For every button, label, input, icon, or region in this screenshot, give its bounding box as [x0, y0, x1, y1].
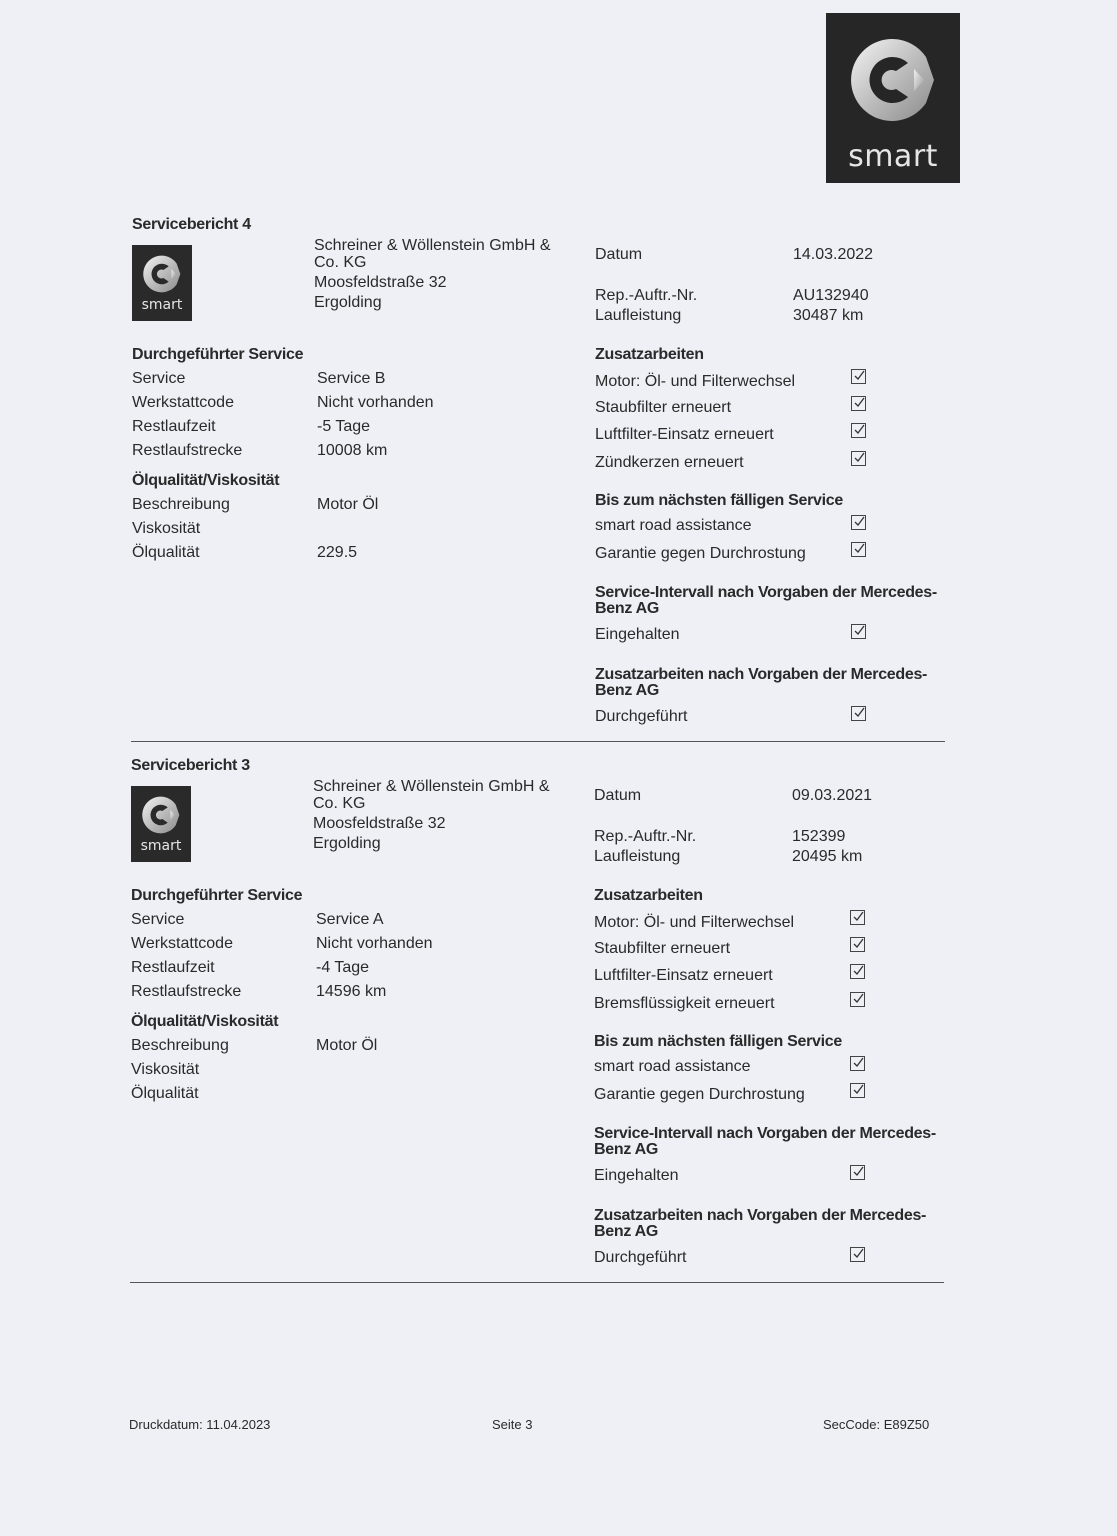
- row-value: -4 Tage: [316, 959, 370, 976]
- footer-page-number: Seite 3: [492, 1417, 533, 1432]
- oil-row-label: Viskosität: [131, 1061, 200, 1078]
- logo-brand-text: smart: [848, 139, 938, 174]
- extra-work-item: Durchgeführt: [595, 708, 688, 725]
- dealer-name-line1: Schreiner & Wöllenstein GmbH &: [313, 778, 550, 795]
- oil-heading: Ölqualität/Viskosität: [131, 1013, 279, 1030]
- rep-label: Rep.-Auftr.-Nr.: [594, 828, 697, 845]
- rep-value: AU132940: [793, 287, 869, 304]
- laufleistung-label: Laufleistung: [594, 848, 681, 865]
- row-value: 10008 km: [317, 442, 388, 459]
- check-icon: [853, 424, 865, 436]
- checkbox-checked[interactable]: [850, 992, 865, 1007]
- zusatz-item: Motor: Öl- und Filterwechsel: [595, 373, 796, 390]
- extra-work-heading: [594, 1208, 926, 1240]
- oil-row-label: Beschreibung: [131, 1037, 229, 1054]
- check-icon: [852, 938, 864, 950]
- dealer-city: Ergolding: [313, 835, 381, 852]
- next-service-item: Garantie gegen Durchrostung: [595, 545, 806, 562]
- rep-value: 152399: [792, 828, 846, 845]
- laufleistung-label: Laufleistung: [595, 307, 682, 324]
- checkbox-checked[interactable]: [851, 451, 866, 466]
- dealer-street: Moosfeldstraße 32: [313, 815, 446, 832]
- next-service-item: smart road assistance: [595, 517, 752, 534]
- oil-row-label: Viskosität: [132, 520, 201, 537]
- service-report-3: [0, 541, 1117, 1266]
- dealer-address: [313, 777, 550, 854]
- checkbox-checked[interactable]: [850, 1165, 865, 1180]
- checkbox-checked[interactable]: [851, 396, 866, 411]
- dealer-city: Ergolding: [314, 294, 382, 311]
- laufleistung-value: 30487 km: [793, 307, 864, 324]
- row-label: Restlaufstrecke: [132, 442, 243, 459]
- service-heading: Durchgeführter Service: [131, 887, 303, 904]
- extra-work-item: Durchgeführt: [594, 1249, 687, 1266]
- report-title: Servicebericht 4: [132, 216, 251, 233]
- dealer-logo: [132, 245, 192, 321]
- report-title: Servicebericht 3: [131, 757, 250, 774]
- rep-label: Rep.-Auftr.-Nr.: [595, 287, 698, 304]
- row-value: Nicht vorhanden: [317, 394, 434, 411]
- check-icon: [852, 993, 864, 1005]
- zusatz-item: Staubfilter erneuert: [594, 940, 731, 957]
- oil-row-label: Ölqualität: [131, 1085, 199, 1102]
- zusatz-heading: Zusatzarbeiten: [595, 346, 704, 363]
- dealer-name-line2: Co. KG: [314, 254, 367, 271]
- check-icon: [853, 397, 865, 409]
- zusatz-heading: Zusatzarbeiten: [594, 887, 703, 904]
- interval-heading-line1: Service-Intervall nach Vorgaben der Mercedes-: [594, 1125, 936, 1142]
- datum-value: 14.03.2022: [793, 246, 874, 263]
- logo-brand-text: smart: [141, 297, 183, 313]
- check-icon: [852, 1057, 864, 1069]
- checkbox-checked[interactable]: [850, 1247, 865, 1262]
- check-icon: [853, 370, 865, 382]
- oil-row-label: Ölqualität: [132, 544, 200, 561]
- zusatz-item: Luftfilter-Einsatz erneuert: [595, 426, 774, 443]
- check-icon: [852, 1084, 864, 1096]
- row-label: Restlaufzeit: [131, 959, 215, 976]
- zusatz-item: Zündkerzen erneuert: [595, 454, 744, 471]
- dealer-logo: [131, 786, 191, 862]
- smart-logo-icon: [141, 253, 183, 295]
- checkbox-checked[interactable]: [850, 910, 865, 925]
- check-icon: [852, 911, 864, 923]
- datum-label: Datum: [595, 246, 643, 263]
- dealer-address: [314, 236, 551, 313]
- oil-row-value: Motor Öl: [317, 496, 379, 513]
- oil-row-value: 229.5: [317, 544, 358, 561]
- footer-print-date: Druckdatum: 11.04.2023: [129, 1417, 271, 1432]
- next-service-heading: Bis zum nächsten fälligen Service: [595, 492, 843, 509]
- next-service-heading: Bis zum nächsten fälligen Service: [594, 1033, 842, 1050]
- row-value: Service B: [317, 370, 386, 387]
- checkbox-checked[interactable]: [850, 964, 865, 979]
- oil-heading: Ölqualität/Viskosität: [132, 472, 280, 489]
- extra-work-heading-line1: Zusatzarbeiten nach Vorgaben der Mercedes-: [594, 1207, 927, 1224]
- zusatz-item: Staubfilter erneuert: [595, 399, 732, 416]
- dealer-name-line2: Co. KG: [313, 795, 366, 812]
- interval-item: Eingehalten: [595, 626, 680, 643]
- interval-heading-line2: Benz AG: [595, 600, 659, 617]
- logo-brand-text: smart: [140, 838, 182, 854]
- checkbox-checked[interactable]: [851, 423, 866, 438]
- datum-label: Datum: [594, 787, 642, 804]
- zusatz-item: Motor: Öl- und Filterwechsel: [594, 914, 795, 931]
- row-label: Restlaufzeit: [132, 418, 216, 435]
- next-service-item: smart road assistance: [594, 1058, 751, 1075]
- check-icon: [852, 1248, 864, 1260]
- oil-row-label: Beschreibung: [132, 496, 230, 513]
- checkbox-checked[interactable]: [851, 369, 866, 384]
- row-value: -5 Tage: [317, 418, 371, 435]
- check-icon: [852, 1166, 864, 1178]
- interval-heading: [594, 1126, 936, 1158]
- checkbox-checked[interactable]: [850, 1056, 865, 1071]
- dealer-street: Moosfeldstraße 32: [314, 274, 447, 291]
- service-heading: Durchgeführter Service: [132, 346, 304, 363]
- section-divider: [130, 1282, 944, 1283]
- check-icon: [853, 452, 865, 464]
- oil-row-value: Motor Öl: [316, 1037, 378, 1054]
- row-label: Service: [131, 911, 185, 928]
- next-service-item: Garantie gegen Durchrostung: [594, 1086, 805, 1103]
- extra-work-heading-line1: Zusatzarbeiten nach Vorgaben der Mercedes-: [595, 666, 928, 683]
- interval-heading-line1: Service-Intervall nach Vorgaben der Mercedes-: [595, 584, 937, 601]
- smart-logo-icon: [140, 794, 182, 836]
- dealer-name-line1: Schreiner & Wöllenstein GmbH &: [314, 237, 551, 254]
- row-value: 14596 km: [316, 983, 387, 1000]
- check-icon: [853, 516, 865, 528]
- row-label: Restlaufstrecke: [131, 983, 242, 1000]
- row-label: Service: [132, 370, 186, 387]
- interval-item: Eingehalten: [594, 1167, 679, 1184]
- checkbox-checked[interactable]: [851, 515, 866, 530]
- row-label: Werkstattcode: [131, 935, 233, 952]
- extra-work-heading-line2: Benz AG: [594, 1223, 658, 1240]
- zusatz-item: Luftfilter-Einsatz erneuert: [594, 967, 773, 984]
- footer-sec-code: SecCode: E89Z50: [823, 1417, 930, 1432]
- check-icon: [852, 965, 864, 977]
- zusatz-item: Bremsflüssigkeit erneuert: [594, 995, 775, 1012]
- checkbox-checked[interactable]: [850, 937, 865, 952]
- row-label: Werkstattcode: [132, 394, 234, 411]
- service-report-4: [0, 0, 1117, 725]
- checkbox-checked[interactable]: [850, 1083, 865, 1098]
- datum-value: 09.03.2021: [792, 787, 873, 804]
- row-value: Nicht vorhanden: [316, 935, 433, 952]
- laufleistung-value: 20495 km: [792, 848, 863, 865]
- interval-heading-line2: Benz AG: [594, 1141, 658, 1158]
- extra-work-heading-line2: Benz AG: [595, 682, 659, 699]
- row-value: Service A: [316, 911, 384, 928]
